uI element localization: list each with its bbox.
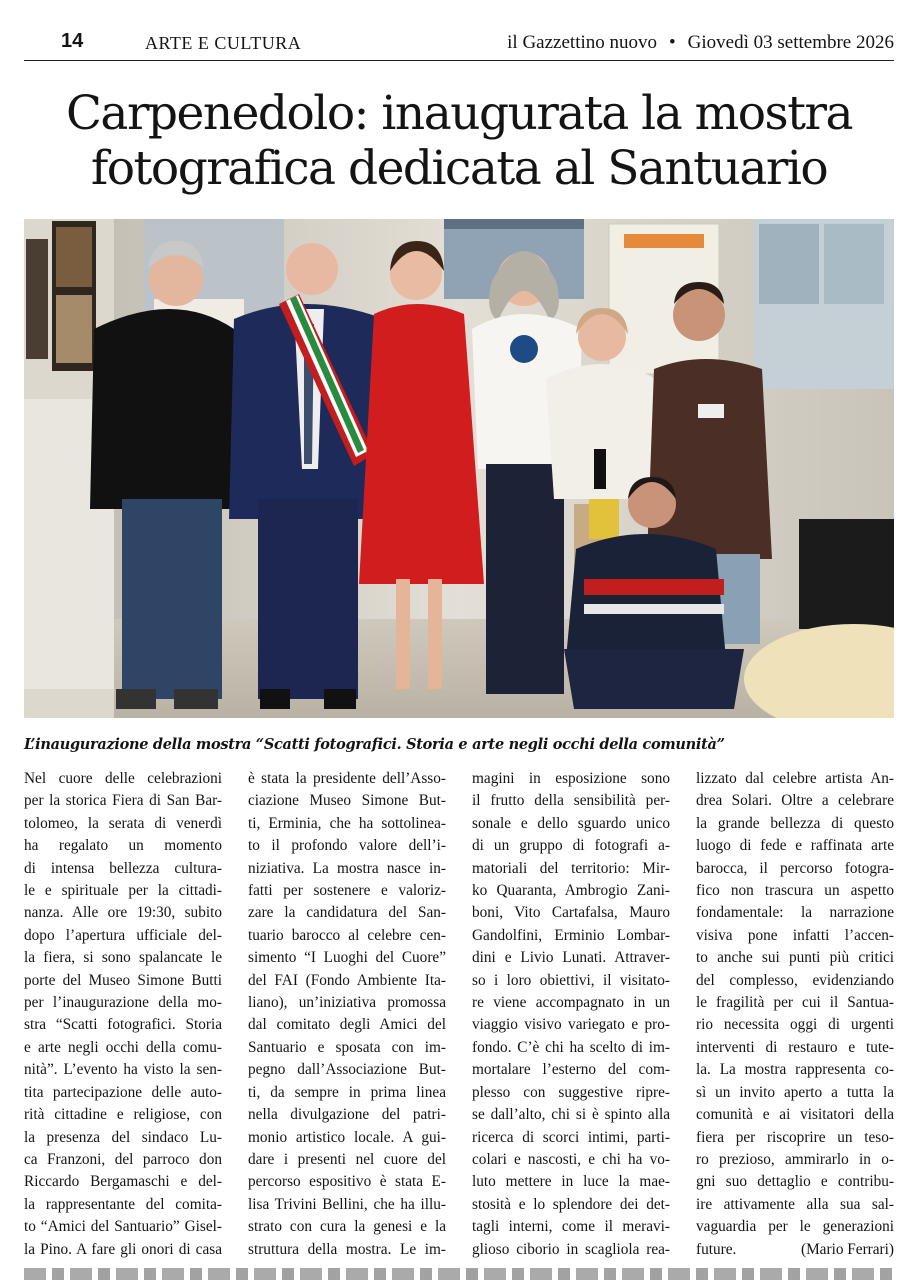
article-line: boni, Vito Cartafalsa, Mauro <box>472 904 670 922</box>
article-line: rio necessita oggi di urgenti <box>696 1016 894 1034</box>
article-line: ko Quaranta, Ambrogio Zani- <box>472 882 670 900</box>
next-article-fragment <box>24 1268 894 1280</box>
article-line: glioso ciborio in scagliola rea- <box>472 1240 670 1258</box>
article-line: il frutto della sensibilità per- <box>472 792 670 810</box>
column-1 <box>24 768 222 1261</box>
article-line: fico non trascura un aspetto <box>696 882 894 900</box>
article-line: visiva pone infatti l’accen- <box>696 926 894 944</box>
article-line: niziativa. La mostra nasce in- <box>248 859 446 877</box>
article-body <box>24 768 894 1260</box>
article-line: luogo di fede e raffinata arte <box>696 837 894 855</box>
article-line: dopo l’apertura ufficiale del- <box>24 926 222 944</box>
article-line: la fiera, si sono spalancate le <box>24 949 222 967</box>
column-4 <box>696 768 894 1261</box>
article-line: pegno dall’Associazione But- <box>248 1061 446 1079</box>
article-line: del FAI (Fondo Ambiente Ita- <box>248 971 446 989</box>
article-line: Santuario e sposata con im- <box>248 1038 446 1056</box>
article-line: monio artistico locale. A gui- <box>248 1128 446 1146</box>
article-line: tita partecipazione delle auto- <box>24 1083 222 1101</box>
article-line: dare i presenti nel cuore del <box>248 1150 446 1168</box>
article-line: tuario barocco al celebre cen- <box>248 926 446 944</box>
article-line: plesso con suggestive ripre- <box>472 1083 670 1101</box>
article-line: nanza. Alle ore 19:30, subito <box>24 904 222 922</box>
article-line: la Pino. A fare gli onori di casa <box>24 1240 222 1258</box>
article-line: e arte negli occhi della comu- <box>24 1038 222 1056</box>
article-line: Riccardo Bergamaschi e del- <box>24 1173 222 1191</box>
article-line: ire attivamente alla sua sal- <box>696 1195 894 1213</box>
article-line: simento “I Luoghi del Cuore” <box>248 949 446 967</box>
article-line: lisa Trivini Bellini, che ha illu- <box>248 1195 446 1213</box>
headline-line-2: fotografica dedicata al Santuario <box>90 141 828 196</box>
article-line: re viene accompagnato in un <box>472 994 670 1012</box>
article-line: porte del Museo Simone Butti <box>24 971 222 989</box>
article-line: fatti per sostenere e valoriz- <box>248 882 446 900</box>
group-photo <box>24 219 894 718</box>
headline <box>24 86 894 196</box>
article-line: la grande bellezza di questo <box>696 814 894 832</box>
article-line: luto mettere in luce la mae- <box>472 1173 670 1191</box>
article-line: comunità e ai visitatori della <box>696 1106 894 1124</box>
article-line: gni suo dettaglio e contribu- <box>696 1173 894 1191</box>
article-line: dini e Livio Lunati. Attraver- <box>472 949 670 967</box>
article-line: ro prezioso, ammirarlo in o- <box>696 1150 894 1168</box>
article-line: liano), un’iniziativa promossa <box>248 994 446 1012</box>
page-header <box>24 26 894 61</box>
article-line: le e spirituale per la cittadi- <box>24 882 222 900</box>
article-line: tolomeo, la serata di venerdì <box>24 814 222 832</box>
issue-date: Giovedì 03 settembre 2026 <box>687 32 894 53</box>
newspaper-name: il Gazzettino nuovo <box>507 32 658 53</box>
article-line: nella divulgazione del patri- <box>248 1106 446 1124</box>
article-line: ti, da sempre in prima linea <box>248 1083 446 1101</box>
article-line: dal comitato degli Amici del <box>248 1016 446 1034</box>
article-line: è stata la presidente dell’Asso- <box>248 770 446 787</box>
article-line: strato con cura la genesi e la <box>248 1218 446 1236</box>
article-line: sonale e dello sguardo unico <box>472 814 670 832</box>
article-line: zare la candidatura del San- <box>248 904 446 922</box>
article-line: nità”. L’evento ha visto la sen- <box>24 1061 222 1079</box>
article-line: fondo. C’è chi ha scelto di im- <box>472 1038 670 1056</box>
article-line: di un gruppo di fotografi a- <box>472 837 670 855</box>
article-line: se dall’alto, chi si è spinto alla <box>472 1106 670 1124</box>
photo-caption: L’inaugurazione della mostra “Scatti fotografici. Storia e arte negli occhi della comunità” <box>24 736 725 753</box>
headline-line-1: Carpenedolo: inaugurata la mostra <box>65 86 853 141</box>
article-line: ti, Erminia, che ha sottolinea- <box>248 814 446 832</box>
column-2 <box>248 768 446 1261</box>
section-title: ARTE E CULTURA <box>145 33 302 53</box>
article-line: viaggio visivo variegato e pro- <box>472 1016 670 1034</box>
masthead <box>507 32 894 54</box>
article-line: interventi di restauro e tute- <box>696 1038 894 1056</box>
article-line: struttura della mostra. Le im- <box>248 1240 446 1258</box>
article-line: percorso espositivo è stata E- <box>248 1173 446 1191</box>
article-line: per l’inaugurazione della mo- <box>24 994 222 1012</box>
article-line: per la storica Fiera di San Bar- <box>24 792 222 810</box>
article-line: ca Franzoni, del parroco don <box>24 1150 222 1168</box>
article-line: la presenza del sindaco Lu- <box>24 1128 222 1146</box>
article-line: matoriali del territorio: Mir- <box>472 859 670 877</box>
article-line: magini in esposizione sono <box>472 770 670 787</box>
article-line: mortalare l’esterno del com- <box>472 1061 670 1079</box>
article-line: le fragilità per cui il Santua- <box>696 994 894 1012</box>
author-byline: (Mario Ferrari) <box>800 1240 894 1258</box>
article-line: fondamentale: la narrazione <box>696 904 894 922</box>
article-line: to il profondo valore dell’i- <box>248 837 446 855</box>
article-line: la rappresentante del comita- <box>24 1195 222 1213</box>
article-line: sì un invito aperto a tutta la <box>696 1083 894 1101</box>
article-line: so i loro obiettivi, il visitato- <box>472 971 670 989</box>
article-line: di intensa bellezza cultura- <box>24 859 222 877</box>
article-line: stosità e lo splendore dei det- <box>472 1195 670 1213</box>
column-3 <box>472 768 670 1261</box>
article-line: Nel cuore delle celebrazioni <box>24 770 222 787</box>
separator: • <box>669 32 676 53</box>
article-line: lizzato dal celebre artista An- <box>696 770 894 787</box>
article-line: to “Amici del Santuario” Gisel- <box>24 1218 222 1236</box>
article-line: Gandolfini, Erminio Lombar- <box>472 926 670 944</box>
page-number: 14 <box>61 30 84 52</box>
article-line: stra “Scatti fotografici. Storia <box>24 1016 222 1034</box>
article-line: tagli interni, come il meravi- <box>472 1218 670 1236</box>
article-line: rità cittadine e religiose, con <box>24 1106 222 1124</box>
article-line: la. La mostra rappresenta co- <box>696 1061 894 1079</box>
article-line: ciazione Museo Simone But- <box>248 792 446 810</box>
group-photo-illustration <box>24 219 894 718</box>
article-line: ha regalato un momento <box>24 837 222 855</box>
article-line: ricerca di scorci intimi, parti- <box>472 1128 670 1146</box>
article-line: future. (Mario Ferrari) <box>696 1239 894 1261</box>
article-line: fiera per riscoprire un teso- <box>696 1128 894 1146</box>
article-line: barocca, il percorso fotogra- <box>696 859 894 877</box>
article-line: drea Solari. Oltre a celebrare <box>696 792 894 810</box>
article-line: colari e nascosti, e chi ha vo- <box>472 1150 670 1168</box>
article-line: to anche sui punti più critici <box>696 949 894 967</box>
article-line: del complesso, evidenziando <box>696 971 894 989</box>
article-line: vaguardia per le generazioni <box>696 1218 894 1236</box>
